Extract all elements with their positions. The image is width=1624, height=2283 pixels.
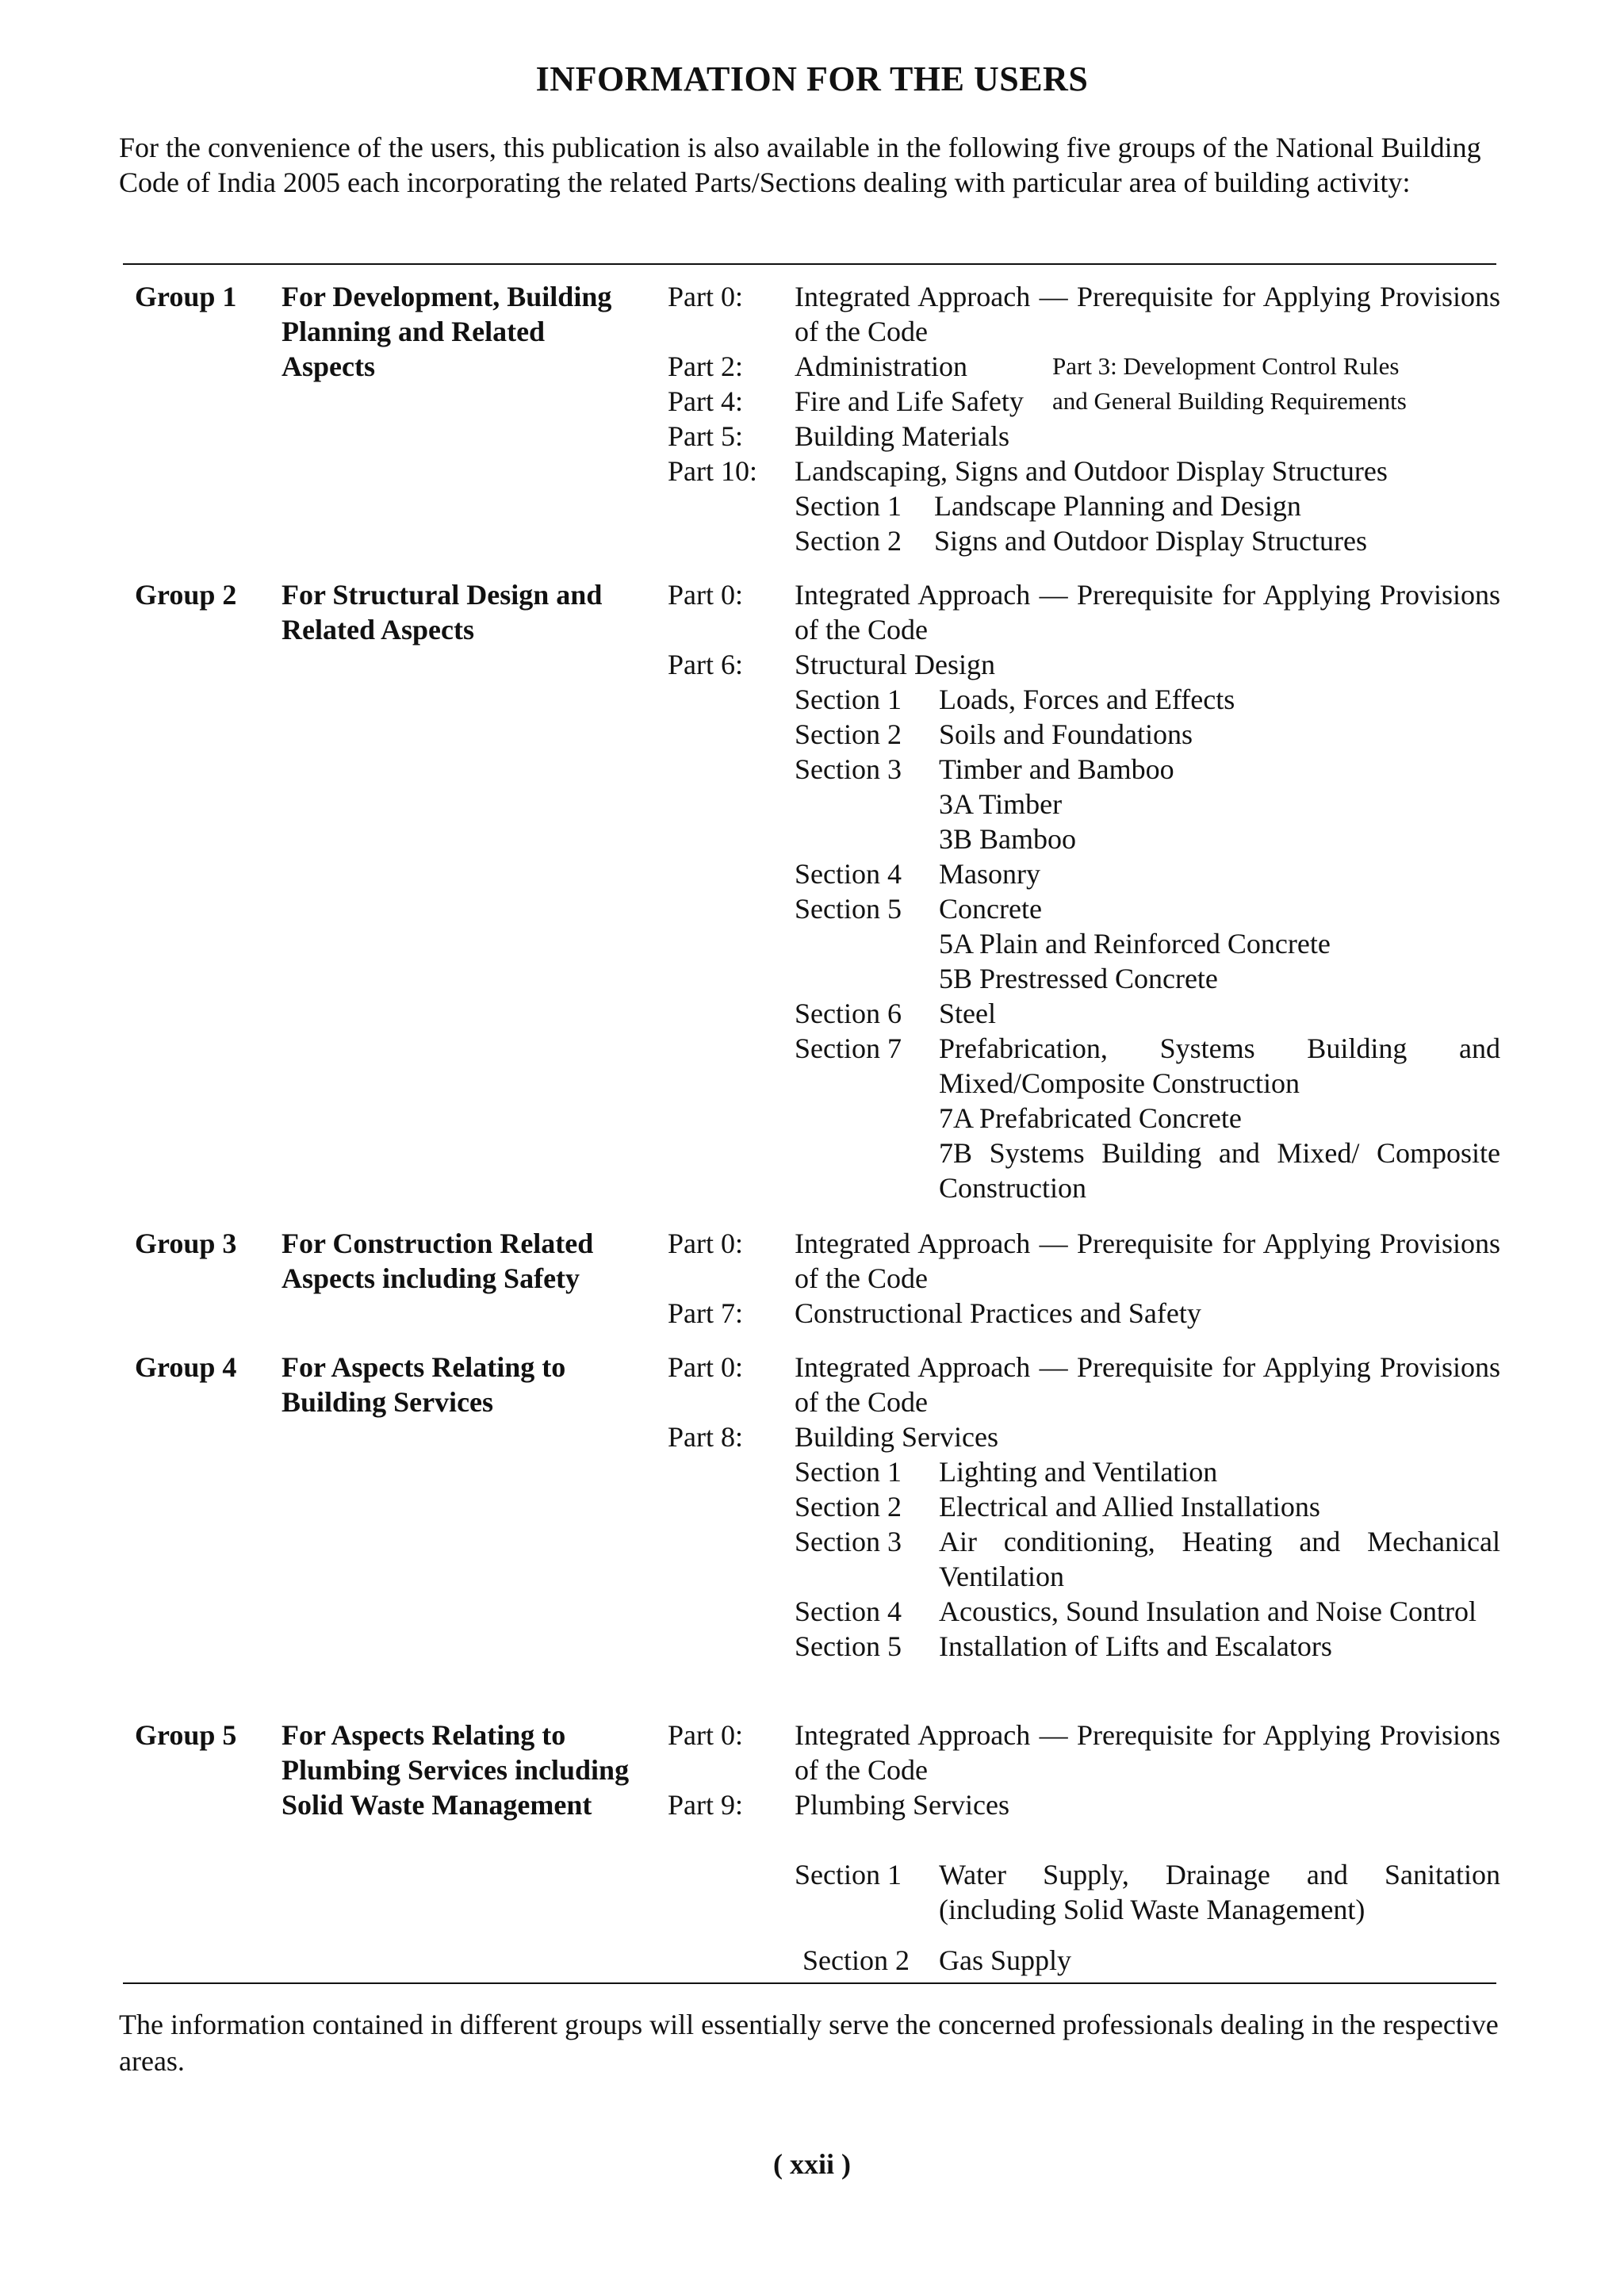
part-entry — [668, 419, 1500, 454]
part-number: Part 2: — [668, 350, 743, 382]
section-title: Masonry — [939, 858, 1040, 890]
subsection-entry: 7B Systems Building and Mixed/ Composite Construction — [939, 1137, 1500, 1204]
section-title: Air conditioning, Heating and Mechanical Ventilation — [939, 1526, 1500, 1592]
section-entry — [795, 1031, 1500, 1101]
section-entry — [795, 717, 1500, 752]
section-number: Section 2 — [795, 525, 902, 557]
part-title: Constructional Practices and Safety — [795, 1297, 1201, 1329]
section-number: Section 2 — [795, 1491, 902, 1523]
part-number: Part 0: — [668, 579, 743, 611]
section-number: Section 3 — [795, 1526, 902, 1557]
closing-paragraph: The information contained in different groups will essentially serve the concerned professionals dealing in the respective areas. — [119, 2009, 1499, 2077]
section-entry — [795, 1629, 1500, 1664]
section-entry — [795, 891, 1500, 926]
subsection-entry: 5B Prestressed Concrete — [939, 963, 1218, 994]
group-entries — [668, 1350, 1500, 1664]
part-3-note-continued: and General Building Requirements — [1052, 387, 1407, 415]
section-number: Section 2 — [802, 1944, 910, 1976]
group-title: For Aspects Relating to Building Services — [282, 1351, 566, 1418]
part-title: Integrated Approach — Prerequisite for Applying Provisions of the Code — [795, 1719, 1500, 1786]
part-title: Integrated Approach — Prerequisite for Applying Provisions of the Code — [795, 1228, 1500, 1294]
section-number: Section 5 — [795, 893, 902, 925]
part-number: Part 0: — [668, 1719, 743, 1751]
spacer — [668, 1927, 1500, 1943]
spacer — [668, 1822, 1500, 1857]
section-entry — [795, 488, 1500, 523]
section-entry — [795, 682, 1500, 717]
bottom-rule — [123, 1982, 1496, 1984]
section-entry — [802, 1943, 1500, 1978]
section-title: Electrical and Allied Installations — [939, 1491, 1320, 1523]
section-number: Section 3 — [795, 753, 902, 785]
part-number: Part 6: — [668, 649, 743, 680]
subsection-entry: 3B Bamboo — [939, 823, 1077, 855]
part-number: Part 0: — [668, 281, 743, 312]
section-title: Loads, Forces and Effects — [939, 684, 1235, 715]
section-number: Section 4 — [795, 1595, 902, 1627]
section-entry — [795, 1857, 1500, 1927]
section-title: Acoustics, Sound Insulation and Noise Control — [939, 1595, 1477, 1627]
group-entries — [668, 279, 1500, 558]
section-entry — [795, 1524, 1500, 1594]
section-number: Section 1 — [795, 490, 902, 522]
part-title: Integrated Approach — Prerequisite for Applying Provisions of the Code — [795, 1351, 1500, 1418]
section-entry — [795, 1489, 1500, 1524]
section-number: Section 5 — [795, 1630, 902, 1662]
part-entry — [668, 1419, 1500, 1454]
group-label: Group 5 — [135, 1719, 237, 1751]
top-rule — [123, 263, 1496, 265]
part-number: Part 5: — [668, 420, 743, 452]
part-title: Plumbing Services — [795, 1789, 1009, 1821]
section-entry — [795, 856, 1500, 891]
group-label: Group 1 — [135, 281, 237, 312]
part-entry — [668, 349, 1500, 384]
group-title: For Development, Building Planning and Related Aspects — [282, 281, 612, 382]
section-entry — [795, 752, 1500, 787]
section-number: Section 7 — [795, 1032, 902, 1064]
part-entry — [668, 1296, 1500, 1331]
part-number: Part 4: — [668, 385, 743, 417]
part-entry — [668, 454, 1500, 488]
part-number: Part 8: — [668, 1421, 743, 1453]
section-number: Section 1 — [795, 1859, 902, 1890]
page-number: ( xxii ) — [773, 2148, 851, 2180]
section-title: Signs and Outdoor Display Structures — [934, 525, 1367, 557]
section-entry — [795, 996, 1500, 1031]
subsection-entry: 3A Timber — [939, 788, 1063, 820]
section-title: Steel — [939, 998, 996, 1029]
section-title: Water Supply, Drainage and Sanitation (including Solid Waste Management) — [939, 1859, 1500, 1925]
section-number: Section 6 — [795, 998, 902, 1029]
section-title: Lighting and Ventilation — [939, 1456, 1218, 1488]
part-entry — [668, 279, 1500, 349]
part-title: Integrated Approach — Prerequisite for Applying Provisions of the Code — [795, 281, 1500, 347]
part-entry — [668, 1350, 1500, 1419]
part-title-text: Administration — [795, 350, 967, 382]
part-title — [795, 384, 1500, 419]
subsection-entry: 7A Prefabricated Concrete — [939, 1102, 1242, 1134]
section-title: Landscape Planning and Design — [934, 490, 1301, 522]
part-title: Integrated Approach — Prerequisite for Applying Provisions of the Code — [795, 579, 1500, 645]
section-entry — [795, 1594, 1500, 1629]
page-title: INFORMATION FOR THE USERS — [535, 59, 1089, 98]
part-number: Part 10: — [668, 455, 757, 487]
part-entry — [668, 647, 1500, 682]
group-entries — [668, 1718, 1500, 1978]
section-number: Section 2 — [795, 718, 902, 750]
part-number: Part 0: — [668, 1228, 743, 1259]
section-number: Section 1 — [795, 1456, 902, 1488]
section-title: Installation of Lifts and Escalators — [939, 1630, 1332, 1662]
part-number: Part 9: — [668, 1789, 743, 1821]
group-title: For Aspects Relating to Plumbing Services including Solid Waste Management — [282, 1719, 630, 1821]
group-label: Group 3 — [135, 1228, 237, 1259]
section-number: Section 1 — [795, 684, 902, 715]
part-title — [795, 349, 1500, 384]
group-label: Group 2 — [135, 579, 237, 611]
intro-paragraph: For the convenience of the users, this publication is also available in the following five groups of the National Building Code of India 2005 each incorporating the related Parts/Sections dealing with particular area of building activity: — [119, 132, 1481, 198]
section-entry — [795, 1454, 1500, 1489]
section-title: Prefabrication, Systems Building and Mixed/Composite Construction — [939, 1032, 1500, 1099]
group-title: For Structural Design and Related Aspects — [282, 579, 603, 645]
group-title: For Construction Related Aspects including Safety — [282, 1228, 594, 1294]
group-entries — [668, 577, 1500, 1205]
part-title: Building Materials — [795, 420, 1009, 452]
part-entry — [668, 577, 1500, 647]
section-title: Concrete — [939, 893, 1042, 925]
part-title-text: Fire and Life Safety — [795, 385, 1024, 417]
part-title: Landscaping, Signs and Outdoor Display Structures — [795, 455, 1388, 487]
section-entry — [795, 523, 1500, 558]
part-entry — [668, 1718, 1500, 1787]
subsection-entry: 5A Plain and Reinforced Concrete — [939, 928, 1331, 960]
part-number: Part 7: — [668, 1297, 743, 1329]
group-entries — [668, 1226, 1500, 1331]
section-title: Gas Supply — [939, 1944, 1072, 1976]
part-number: Part 0: — [668, 1351, 743, 1383]
section-number: Section 4 — [795, 858, 902, 890]
part-entry — [668, 384, 1500, 419]
part-entry — [668, 1226, 1500, 1296]
part-title: Structural Design — [795, 649, 995, 680]
part-title: Building Services — [795, 1421, 998, 1453]
part-3-note: Part 3: Development Control Rules — [1052, 352, 1400, 380]
group-label: Group 4 — [135, 1351, 237, 1383]
section-title: Soils and Foundations — [939, 718, 1193, 750]
section-title: Timber and Bamboo — [939, 753, 1174, 785]
part-entry — [668, 1787, 1500, 1822]
